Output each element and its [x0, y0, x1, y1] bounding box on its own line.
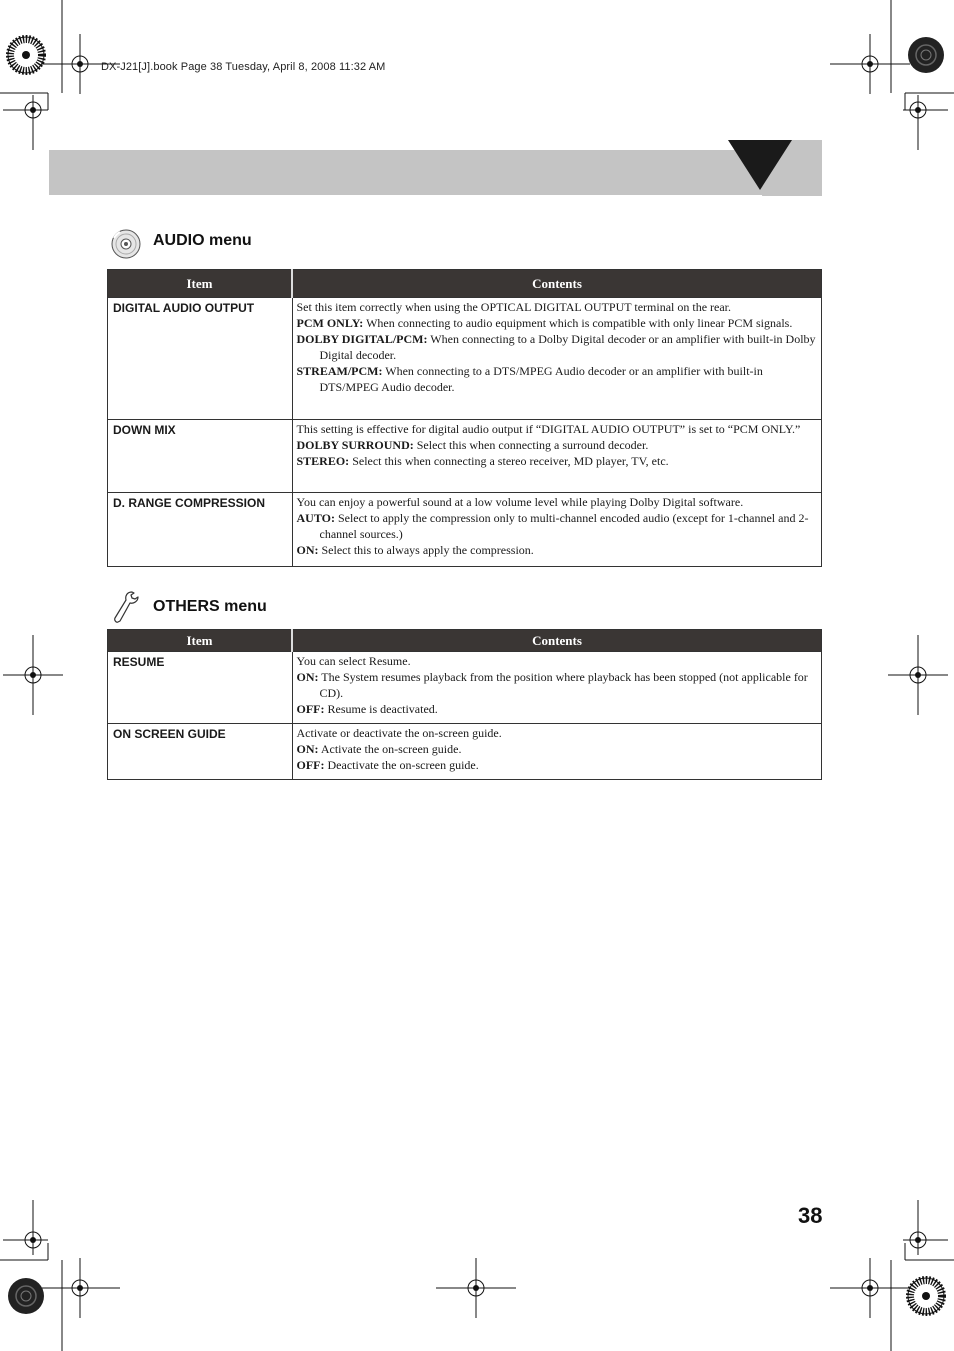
table-header-row	[108, 630, 822, 652]
option-text: The System resumes playback from the position where playback has been stopped (not applicable for CD).	[318, 670, 808, 700]
option-label: STEREO:	[296, 454, 350, 468]
header-band	[49, 150, 822, 195]
option-text: Select this when connecting a surround decoder.	[413, 438, 649, 452]
description-intro: Set this item correctly when using the OPTICAL DIGITAL OUTPUT terminal on the rear.	[296, 300, 732, 314]
menu-item-description	[292, 652, 822, 724]
option-label: ON:	[296, 670, 319, 684]
menu-item-name: RESUME	[108, 652, 293, 724]
column-header-item: Item	[108, 270, 293, 298]
option-text: Deactivate the on-screen guide.	[324, 758, 479, 772]
menu-item-name: DOWN MIX	[108, 420, 293, 493]
audio-menu-title: AUDIO menu	[153, 232, 252, 249]
chevron-down-icon	[728, 140, 823, 196]
table-row	[108, 420, 822, 493]
option-label: PCM ONLY:	[296, 316, 364, 330]
option-label: ON:	[296, 742, 319, 756]
menu-item-name: D. RANGE COMPRESSION	[108, 493, 293, 567]
option-description	[297, 315, 817, 331]
option-text: When connecting to a DTS/MPEG Audio decoder or an amplifier with built-in DTS/MPEG Audio decoder.	[319, 364, 763, 394]
table-row	[108, 652, 822, 724]
option-text: When connecting to audio equipment which is compatible with only linear PCM signals.	[363, 316, 793, 330]
table-row	[108, 493, 822, 567]
menu-item-description	[292, 420, 822, 493]
option-description	[297, 757, 817, 773]
option-text: Select this to always apply the compression.	[318, 543, 534, 557]
option-description	[297, 542, 817, 558]
description-intro: You can select Resume.	[296, 654, 411, 668]
option-description	[297, 669, 817, 701]
option-description	[297, 437, 817, 453]
description-intro: Activate or deactivate the on-screen guide.	[296, 726, 502, 740]
others-menu-table	[107, 629, 822, 780]
others-menu-title: OTHERS menu	[153, 598, 267, 615]
table-header-row	[108, 270, 822, 298]
option-description	[297, 701, 817, 717]
menu-item-name: DIGITAL AUDIO OUTPUT	[108, 298, 293, 420]
table-row	[108, 298, 822, 420]
option-label: OFF:	[296, 758, 325, 772]
option-label: OFF:	[296, 702, 325, 716]
description-intro: You can enjoy a powerful sound at a low volume level while playing Dolby Digital software.	[296, 495, 744, 509]
option-description	[297, 363, 817, 395]
description-intro: This setting is effective for digital audio output if “DIGITAL AUDIO OUTPUT” is set to “PCM ONLY.”	[296, 422, 801, 436]
disc-icon	[110, 228, 142, 260]
print-info: DX-J21[J].book Page 38 Tuesday, April 8, 2008 11:32 AM	[101, 61, 386, 73]
menu-item-description	[292, 298, 822, 420]
option-description	[297, 331, 817, 363]
column-header-contents: Contents	[292, 630, 822, 652]
column-header-item: Item	[108, 630, 293, 652]
audio-menu-table	[107, 269, 822, 567]
wrench-icon	[112, 590, 140, 626]
option-text: Resume is deactivated.	[324, 702, 438, 716]
option-text: Activate the on-screen guide.	[318, 742, 462, 756]
option-label: ON:	[296, 543, 319, 557]
menu-item-name: ON SCREEN GUIDE	[108, 724, 293, 780]
option-label: AUTO:	[296, 511, 335, 525]
menu-item-description	[292, 493, 822, 567]
option-text: Select this when connecting a stereo receiver, MD player, TV, etc.	[349, 454, 669, 468]
option-text: Select to apply the compression only to multi-channel encoded audio (except for 1-channel and 2-channel sources.)	[319, 511, 809, 541]
option-description	[297, 510, 817, 542]
menu-item-description	[292, 724, 822, 780]
option-description	[297, 453, 817, 469]
option-description	[297, 741, 817, 757]
page-number: 38	[798, 1203, 823, 1228]
column-header-contents: Contents	[292, 270, 822, 298]
option-text: When connecting to a Dolby Digital decoder or an amplifier with built-in Dolby Digital decoder.	[319, 332, 816, 362]
table-row	[108, 724, 822, 780]
option-label: DOLBY SURROUND:	[296, 438, 414, 452]
option-label: DOLBY DIGITAL/PCM:	[296, 332, 428, 346]
option-label: STREAM/PCM:	[296, 364, 383, 378]
